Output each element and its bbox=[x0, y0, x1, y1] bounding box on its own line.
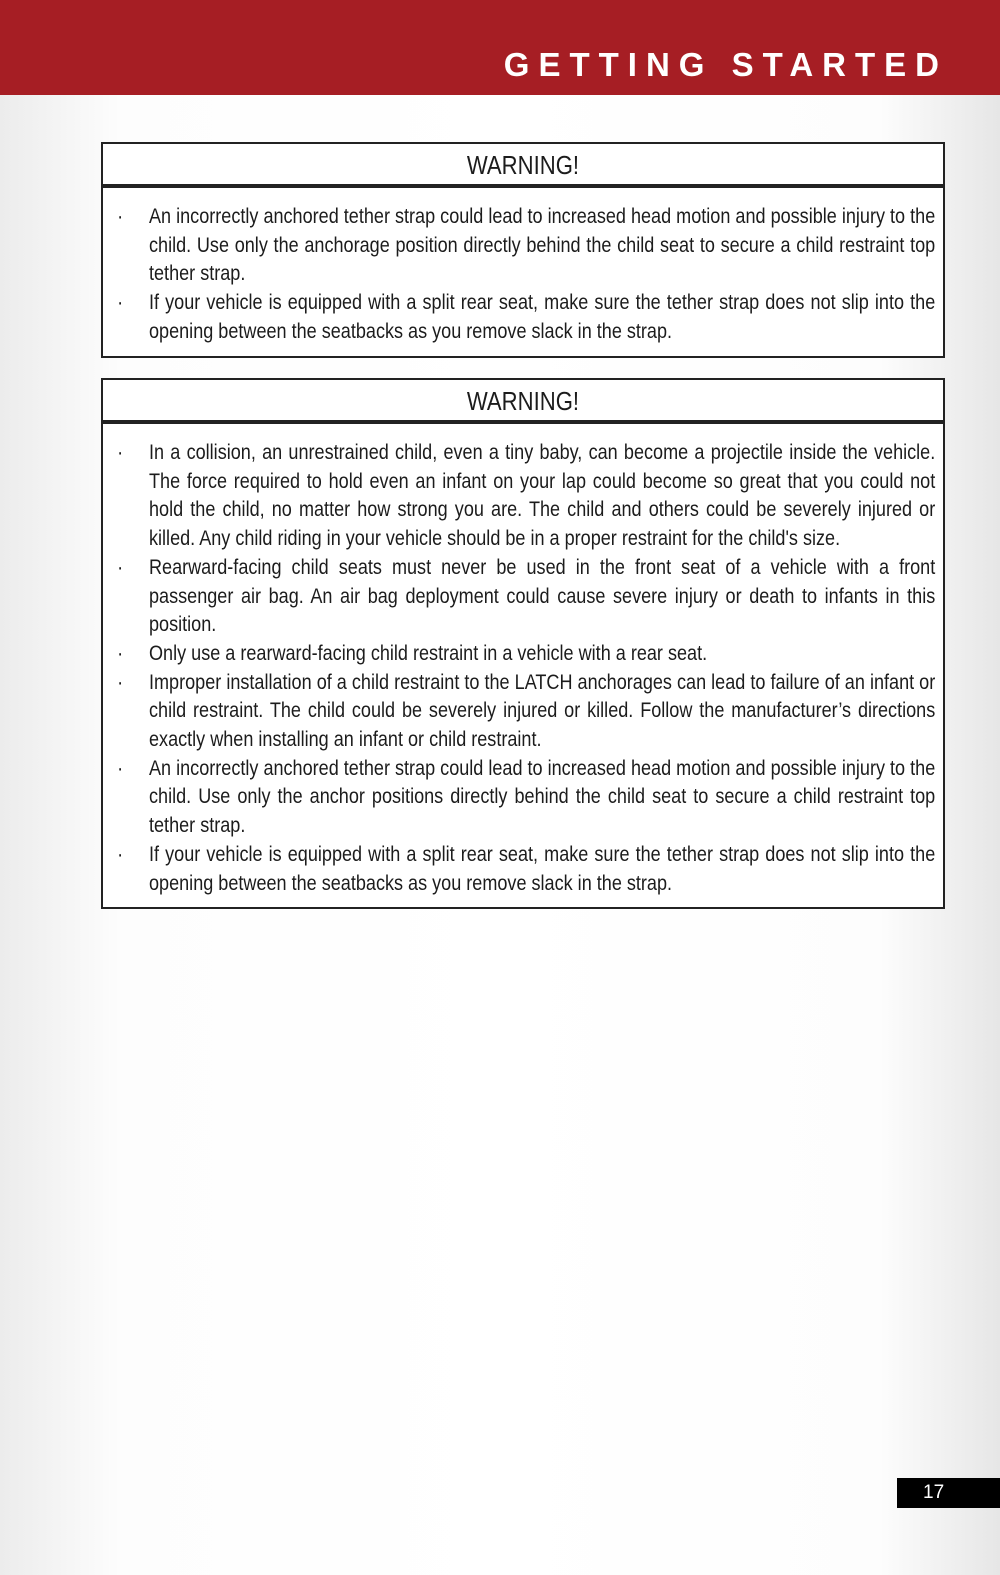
section-title: GETTING STARTED bbox=[503, 46, 948, 83]
warning-list bbox=[149, 438, 935, 897]
warning-item: · Rearward-facing child seats must never be used in the front seat of a vehicle with a front passenger air bag. An air bag deployment could cause severe injury or death to infants in this position. bbox=[149, 553, 935, 639]
page-number: 17 bbox=[897, 1478, 1000, 1508]
warning-title: WARNING! bbox=[103, 144, 943, 188]
warning-title: WARNING! bbox=[103, 380, 943, 424]
warning-item: · Only use a rearward-facing child restraint in a vehicle with a rear seat. bbox=[149, 639, 935, 668]
warning-item: · If your vehicle is equipped with a split rear seat, make sure the tether strap does not slip into the opening between the seatbacks as you remove slack in the strap. bbox=[149, 288, 935, 345]
warning-item: · If your vehicle is equipped with a split rear seat, make sure the tether strap does not slip into the opening between the seatbacks as you remove slack in the strap. bbox=[149, 840, 935, 897]
warning-box-2 bbox=[101, 378, 945, 909]
warning-list bbox=[149, 202, 935, 346]
section-header bbox=[0, 0, 1000, 95]
warning-item: · In a collision, an unrestrained child, even a tiny baby, can become a projectile inside the vehicle. The force required to hold even an infant on your lap could become so great that you could not hold the child, no matter how strong you are. The child and others could be severely injured or killed. Any child riding in your vehicle should be in a proper restraint for the child's size. bbox=[149, 438, 935, 553]
warning-item: · An incorrectly anchored tether strap could lead to increased head motion and possible injury to the child. Use only the anchor positions directly behind the child seat to secure a child restraint top tether strap. bbox=[149, 754, 935, 840]
warning-item: · Improper installation of a child restraint to the LATCH anchorages can lead to failure of an infant or child restraint. The child could be severely injured or killed. Follow the manufacturer’s directions exactly when installing an infant or child restraint. bbox=[149, 668, 935, 754]
warning-box-1 bbox=[101, 142, 945, 358]
warning-item: · An incorrectly anchored tether strap could lead to increased head motion and possible injury to the child. Use only the anchorage position directly behind the child seat to secure a child restraint top tether strap. bbox=[149, 202, 935, 288]
